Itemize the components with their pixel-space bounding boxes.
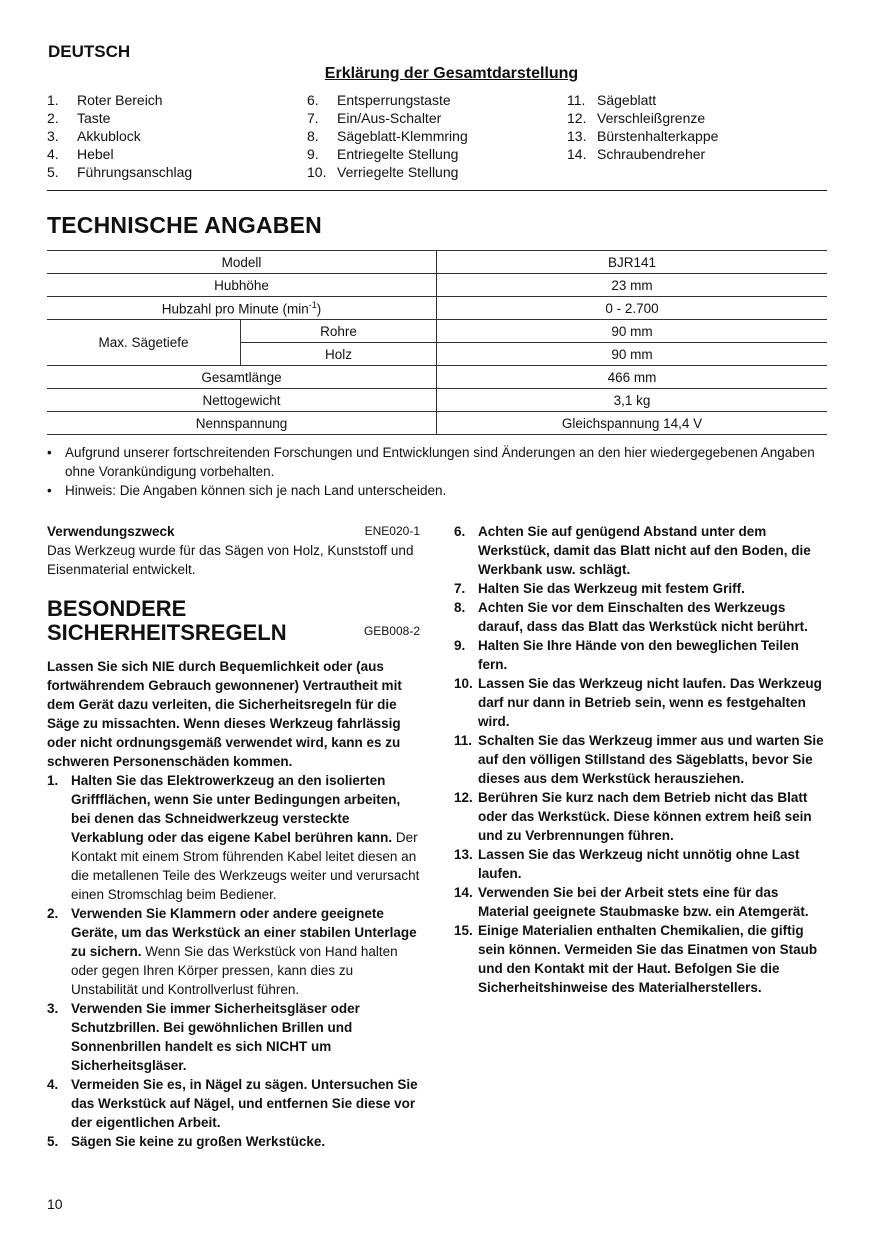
list-item: [454, 883, 827, 921]
usage-text: Das Werkzeug wurde für das Sägen von Holz, Kunststoff und Eisenmaterial entwickelt.: [47, 543, 414, 577]
legend-text: Sägeblatt-Klemmring: [337, 128, 468, 144]
usage-title: Verwendungszweck: [47, 524, 175, 539]
legend-column-3: [567, 91, 718, 163]
legend-item: [307, 127, 468, 145]
table-row: [47, 251, 827, 274]
legend-item: [47, 163, 192, 181]
legend-num: 2.: [47, 110, 59, 126]
list-item: [454, 674, 827, 731]
list-item: [47, 1075, 420, 1132]
item-bold: Berühren Sie kurz nach dem Betrieb nicht das Blatt oder das Werkstück. Diese können extrem heiß sein und zu Verbrennungen führen.: [478, 790, 812, 843]
legend-item: [307, 109, 468, 127]
note-text: Hinweis: Die Angaben können sich je nach Land unterscheiden.: [65, 483, 447, 498]
safety-title-line2: SICHERHEITSREGELN: [47, 620, 287, 645]
item-bold: Halten Sie das Werkzeug mit festem Griff.: [478, 581, 745, 596]
legend-text: Roter Bereich: [77, 92, 163, 108]
item-text: [71, 904, 420, 999]
tech-specs-title: TECHNISCHE ANGABEN: [47, 212, 322, 238]
left-column: [47, 522, 420, 1151]
safety-intro: Lassen Sie sich NIE durch Bequemlichkeit oder (aus fortwährendem Gebrauch gewonnener) Vertrautheit mit dem Gerät dazu verleiten, die Sicherheitsregeln für die Säge zu missachten. Wenn dieses Werkzeug fahrlässig oder nicht ordnungsgemäß verwendet wird, kann es zu schweren Personenschäden kommen.: [47, 659, 402, 769]
table-row: [47, 389, 827, 412]
table-row: [47, 366, 827, 389]
spec-value: BJR141: [437, 251, 828, 274]
usage-header: [47, 522, 420, 541]
spec-value: 3,1 kg: [437, 389, 828, 412]
item-number: 13.: [454, 847, 473, 862]
item-number: 12.: [454, 790, 473, 805]
legend-num: 11.: [567, 92, 586, 108]
item-text: [71, 999, 420, 1075]
item-bold: Achten Sie auf genügend Abstand unter dem Werkstück, damit das Blatt nicht auf den Boden, die Werkbank usw. schlägt.: [478, 524, 811, 577]
item-number: 7.: [454, 581, 466, 596]
safety-title-line1: BESONDERE: [47, 596, 187, 621]
list-item: [454, 598, 827, 636]
item-bold: Halten Sie Ihre Hände von den beweglichen Teilen fern.: [478, 638, 799, 672]
legend-num: 10.: [307, 164, 327, 180]
bullet: •: [47, 445, 52, 460]
item-number: 11.: [454, 733, 473, 748]
list-item: [454, 636, 827, 674]
item-number: 9.: [454, 638, 466, 653]
legend-item: [47, 127, 192, 145]
item-text: [71, 771, 420, 904]
legend-title-text: Erklärung der Gesamtdarstellung: [324, 65, 579, 82]
legend-text: Entsperrungstaste: [337, 92, 451, 108]
table-row: [47, 274, 827, 297]
item-bold: Halten Sie das Elektrowerkzeug an den isolierten Griffflächen, wenn Sie unter Bedingungen arbeiten, bei denen das Schneidwerkzeug versteckte Verkablung oder das eigene Kabel berühren kann.: [71, 773, 401, 845]
usage-code: ENE020-1: [364, 524, 420, 538]
bullet: •: [47, 483, 52, 498]
spec-label: Nennspannung: [47, 412, 437, 435]
item-number: 2.: [47, 906, 59, 921]
legend-num: 4.: [47, 146, 59, 162]
legend-item: [567, 109, 718, 127]
list-item: [454, 845, 827, 883]
list-item: [47, 904, 420, 999]
list-item: [47, 771, 420, 904]
legend-item: [307, 145, 468, 163]
item-plain: Der Kontakt mit einem Strom führenden Kabel leitet diesen an die metallenen Teile des Werkzeugs weiter und verursacht einen Stromschlag beim Bediener.: [71, 830, 420, 902]
item-bold: Verwenden Sie immer Sicherheitsgläser oder Schutzbrillen. Bei gewöhnlichen Brillen und Sonnenbrillen handelt es sich NICHT um Sicherheitsgläser.: [71, 1001, 360, 1073]
legend-num: 3.: [47, 128, 59, 144]
item-bold: Achten Sie vor dem Einschalten des Werkzeugs darauf, dass das Blatt das Werkstück nicht berührt.: [478, 600, 808, 634]
legend-text: Taste: [77, 110, 111, 126]
legend-num: 6.: [307, 92, 319, 108]
item-bold: Lassen Sie das Werkzeug nicht unnötig ohne Last laufen.: [478, 847, 800, 881]
spec-label-text: Hubzahl pro Minute (min: [161, 301, 309, 317]
spec-label-sup: -1: [308, 299, 317, 310]
legend-column-2: [307, 91, 468, 181]
legend-item: [567, 145, 718, 163]
spec-value: 23 mm: [437, 274, 828, 297]
item-number: 5.: [47, 1134, 59, 1149]
legend-item: [567, 91, 718, 109]
spec-value: 90 mm: [437, 320, 828, 343]
item-bold: Schalten Sie das Werkzeug immer aus und warten Sie auf den völligen Stillstand des Sägeblatts, bevor Sie dieses aus dem Werkstück herausziehen.: [478, 733, 824, 786]
item-bold: Vermeiden Sie es, in Nägel zu sägen. Untersuchen Sie das Werkstück auf Nägel, und entfernen Sie diese vor der eigentlichen Arbeit.: [71, 1077, 418, 1130]
legend-text: Ein/Aus-Schalter: [337, 110, 442, 126]
spec-notes: [47, 443, 827, 500]
list-item: [47, 443, 827, 481]
legend-num: 12.: [567, 110, 587, 126]
legend-column-1: [47, 91, 192, 181]
list-item: [454, 731, 827, 788]
item-bold: Verwenden Sie bei der Arbeit stets eine für das Material geeignete Staubmaske bzw. ein Atemgerät.: [478, 885, 809, 919]
right-column: [454, 522, 827, 997]
note-text: Aufgrund unserer fortschreitenden Forschungen und Entwicklungen sind Änderungen an den hier wiedergegebenen Angaben ohne Vorankündigung vorbehalten.: [65, 445, 815, 479]
legend-text: Bürstenhalterkappe: [597, 128, 719, 144]
list-item: [47, 1132, 420, 1151]
section-divider: [47, 190, 827, 191]
item-number: 4.: [47, 1077, 59, 1092]
language-heading: DEUTSCH: [48, 42, 131, 61]
legend-num: 1.: [47, 92, 59, 108]
legend-item: [567, 127, 718, 145]
spec-label: Gesamtlänge: [47, 366, 437, 389]
spec-sublabel: Holz: [241, 343, 437, 366]
legend-num: 13.: [567, 128, 587, 144]
item-bold: Verwenden Sie Klammern oder andere geeignete Geräte, um das Werkstück an einer stabilen Unterlage zu sichern.: [71, 906, 417, 959]
legend-text: Hebel: [77, 146, 114, 162]
legend-text: Verschleißgrenze: [597, 110, 706, 126]
item-text: [71, 1132, 325, 1151]
legend-num: 7.: [307, 110, 319, 126]
spec-value: 466 mm: [437, 366, 828, 389]
item-text: [71, 1075, 420, 1132]
legend-num: 8.: [307, 128, 319, 144]
page-number: 10: [47, 1196, 63, 1212]
spec-value: Gleichspannung 14,4 V: [437, 412, 828, 435]
item-number: 10.: [454, 676, 473, 691]
legend-text: Verriegelte Stellung: [337, 164, 459, 180]
legend-item: [47, 91, 192, 109]
legend-item: [47, 109, 192, 127]
safety-title: [47, 597, 420, 645]
item-number: 15.: [454, 923, 473, 938]
spec-value: 90 mm: [437, 343, 828, 366]
legend-text: Sägeblatt: [597, 92, 657, 108]
legend-item: [47, 145, 192, 163]
table-row: [47, 320, 827, 343]
legend-title: [0, 65, 875, 83]
spec-sublabel: Rohre: [241, 320, 437, 343]
item-plain: Wenn Sie das Werkstück von Hand halten oder gegen Ihren Körper pressen, kann dies zu Unstabilität und Kontrollverlust führen.: [71, 944, 398, 997]
item-number: 1.: [47, 773, 59, 788]
spec-label: Hubhöhe: [47, 274, 437, 297]
item-number: 14.: [454, 885, 473, 900]
spec-label-close: ): [316, 301, 322, 317]
item-number: 8.: [454, 600, 466, 615]
item-number: 3.: [47, 1001, 59, 1016]
item-bold: Lassen Sie das Werkzeug nicht laufen. Das Werkzeug darf nur dann in Betrieb sein, wenn es festgehalten wird.: [478, 676, 822, 729]
spec-label: [47, 297, 437, 320]
legend-item: [307, 163, 468, 181]
table-row: [47, 412, 827, 435]
spec-label: Nettogewicht: [47, 389, 437, 412]
list-item: [454, 579, 827, 598]
list-item: [47, 999, 420, 1075]
legend-num: 9.: [307, 146, 319, 162]
legend-item: [307, 91, 468, 109]
table-row: [47, 297, 827, 320]
safety-code: GEB008-2: [363, 624, 420, 638]
list-item: [454, 921, 827, 997]
legend-num: 14.: [567, 146, 587, 162]
legend-num: 5.: [47, 164, 59, 180]
spec-value: 0 - 2.700: [437, 297, 828, 320]
item-number: 6.: [454, 524, 466, 539]
spec-label: Modell: [47, 251, 437, 274]
legend-text: Akkublock: [77, 128, 141, 144]
spec-label: Max. Sägetiefe: [47, 320, 241, 366]
list-item: [454, 522, 827, 579]
item-bold: Sägen Sie keine zu großen Werkstücke.: [71, 1134, 326, 1149]
spec-table: [47, 250, 827, 435]
legend-text: Entriegelte Stellung: [337, 146, 459, 162]
item-bold: Einige Materialien enthalten Chemikalien, die giftig sein können. Vermeiden Sie das Einatmen von Staub und den Kontakt mit der Haut. Befolgen Sie die Sicherheitshinweise des Materialherstellers.: [478, 923, 818, 995]
list-item: [47, 481, 827, 500]
list-item: [454, 788, 827, 845]
legend-text: Schraubendreher: [597, 146, 706, 162]
legend-text: Führungsanschlag: [77, 164, 193, 180]
